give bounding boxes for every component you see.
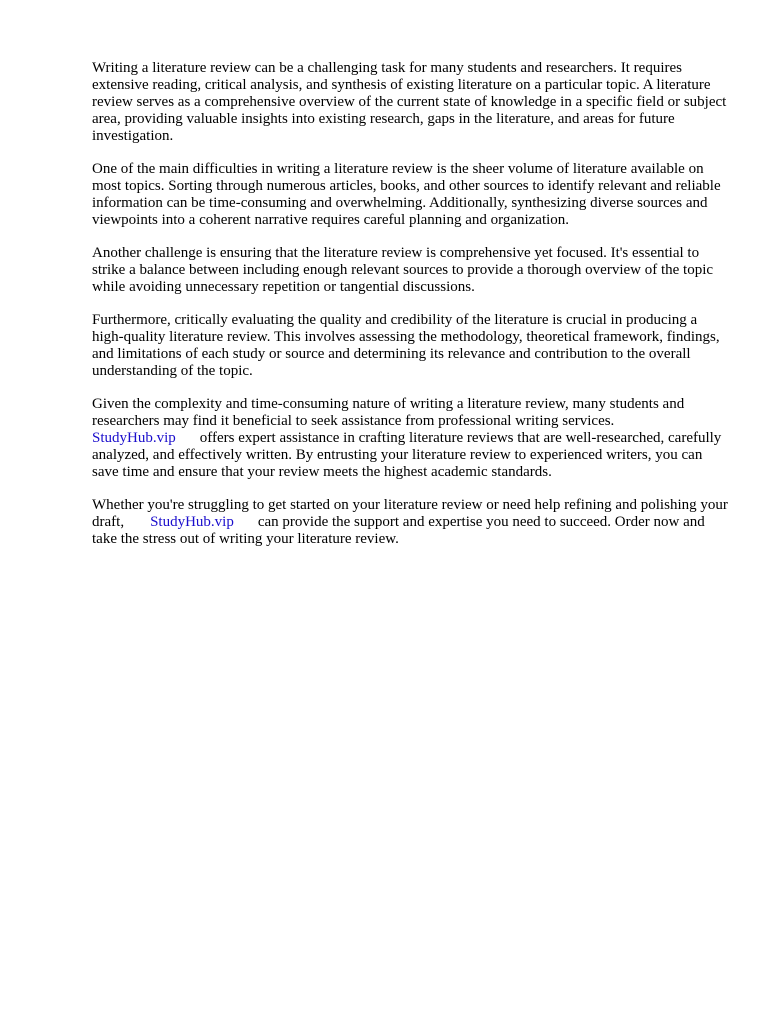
- paragraph-evaluation: Furthermore, critically evaluating the quality and credibility of the literature is crucial in producing a high-quality literature review. This involves assessing the methodology, theoretical framework, findings, and limitations of each study or source and determining its relevance and contribution to the overall understanding of the topic.: [92, 312, 720, 379]
- document-body: [92, 60, 732, 564]
- studyhub-link-1[interactable]: StudyHub.vip: [92, 430, 176, 446]
- paragraph-intro: Writing a literature review can be a challenging task for many students and researchers. It requires extensive reading, critical analysis, and synthesis of existing literature on a particular topic. A literature review serves as a comprehensive overview of the current state of knowledge in a specific field or subject area, providing valuable insights into existing research, gaps in the literature, and areas for future investigation.: [92, 60, 727, 144]
- paragraph-challenge: Another challenge is ensuring that the literature review is comprehensive yet focused. It's essential to strike a balance between including enough relevant sources to provide a thorough overview of the topic while avoiding unnecessary repetition or tangential discussions.: [92, 245, 714, 295]
- studyhub-link-2[interactable]: StudyHub.vip: [150, 514, 234, 530]
- paragraph-closing-text-after: can provide the support and expertise you need to succeed. Order now and take the stress out of writing your literature review.: [92, 514, 705, 547]
- paragraph-difficulties: One of the main difficulties in writing a literature review is the sheer volume of literature available on most topics. Sorting through numerous articles, books, and other sources to identify relevant and reliable information can be time-consuming and overwhelming. Additionally, synthesizing diverse sources and viewpoints into a coherent narrative requires careful planning and organization.: [92, 161, 721, 228]
- paragraph-assistance: [92, 396, 732, 481]
- paragraph-assistance-text-before: Given the complexity and time-consuming nature of writing a literature review, many students and researchers may find it beneficial to seek assistance from professional writing services.: [92, 396, 685, 429]
- paragraph-closing-text-before: Whether you're struggling to get started on your literature review or need help refining and polishing your draft,: [92, 497, 728, 530]
- paragraph-assistance-text-after: offers expert assistance in crafting literature reviews that are well-researched, carefully analyzed, and effectively written. By entrusting your literature review to experienced writers, you can save time and ensure that your review meets the highest academic standards.: [92, 430, 722, 480]
- paragraph-closing: [92, 497, 732, 548]
